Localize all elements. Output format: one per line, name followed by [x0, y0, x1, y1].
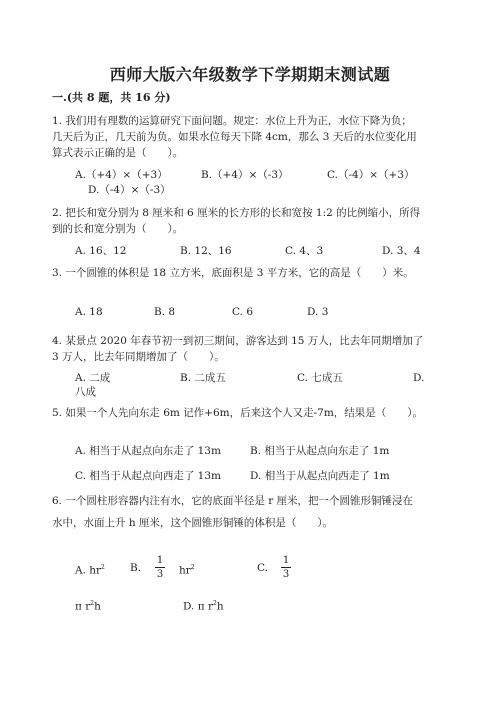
q4-option-c: C. 七成五 [297, 372, 343, 384]
q1-option-b: B.（+4）×（-3） [201, 169, 289, 181]
q4-option-d-label: D. [413, 372, 425, 384]
q1-option-c: C.（-4）×（+3） [327, 169, 415, 181]
q3-option-a: A. 18 [75, 306, 103, 318]
q3-option-c: C. 6 [232, 306, 254, 318]
q6-text-line1: 6. 一个圆柱形容器内注有水，它的底面半径是 r 厘米，把一个圆锥形铜锤浸在 [52, 495, 414, 507]
q6-option-c-text: π r [75, 600, 91, 613]
fraction-numerator: 1 [156, 555, 164, 566]
q3-option-d: D. 3 [307, 306, 329, 318]
q5-option-a: A. 相当于从起点向东走了 13m [75, 445, 221, 457]
q5-text-line1: 5. 如果一个人先向东走 6m 记作+6m，后来这个人又走-7m，结果是（ ）。 [52, 407, 424, 419]
fraction-bar [155, 567, 165, 568]
q3-option-b: B. 8 [154, 306, 176, 318]
q6-option-b-fraction [155, 555, 165, 580]
q2-text-line1: 2. 把长和宽分别为 8 厘米和 6 厘米的长方形的长和宽按 1:2 的比例缩小，所得 [52, 207, 421, 219]
q6-option-c-fraction [281, 555, 291, 580]
q1-option-d: D.（-4）×（-3） [88, 184, 171, 196]
q4-option-a: A. 二成 [75, 372, 111, 384]
q1-text-line3: 算式表示正确的是（ ）。 [52, 147, 184, 159]
section-heading: 一.(共 8 题，共 16 分) [52, 91, 171, 104]
q6-option-c-label: C. [257, 562, 268, 574]
q2-option-b: B. 12、16 [180, 245, 232, 257]
q6-option-a-exp: 2 [101, 564, 105, 571]
q6-option-c-term [75, 597, 101, 614]
q2-option-a: A. 16、12 [75, 245, 127, 257]
q1-option-a: A.（+4）×（+3） [75, 169, 168, 181]
fraction-numerator: 1 [282, 555, 290, 566]
q2-option-c: C. 4、3 [285, 245, 324, 257]
q5-option-b: B. 相当于从起点向东走了 1m [250, 445, 390, 457]
fraction-denominator: 3 [282, 569, 290, 580]
q1-text-line1: 1. 我们用有理数的运算研究下面问题。规定：水位上升为正，水位下降为负； [52, 115, 412, 127]
q6-option-b-label: B. [130, 562, 142, 574]
q2-text-line2: 到的长和宽分别为（ ）。 [52, 223, 184, 235]
q6-option-c-exp: 2 [90, 600, 95, 607]
q3-text-line1: 3. 一个圆锥的体积是 18 立方米，底面积是 3 平方米，它的高是（ ）米。 [52, 267, 414, 279]
q6-option-d [183, 597, 224, 614]
q4-option-b: B. 二成五 [180, 372, 226, 384]
q4-text-line2: 3 万人，比去年同期增加了（ ）。 [52, 351, 225, 363]
q6-option-d-exp: 2 [212, 600, 217, 607]
q6-option-a-text: A. hr [75, 564, 102, 577]
fraction-denominator: 3 [156, 569, 164, 580]
q2-option-d: D. 3、4 [382, 245, 421, 257]
q6-option-b-text: hr [179, 564, 191, 577]
q5-option-d: D. 相当于从起点向西走了 1m [250, 470, 390, 482]
q6-text-line2: 水中，水面上升 h 厘米，这个圆锥形铜锤的体积是（ ）。 [52, 517, 334, 529]
page-title: 西师大版六年级数学下学期期末测试题 [109, 65, 391, 84]
q6-option-a [75, 561, 105, 578]
q1-text-line2: 几天后为正，几天前为负。如果水位每天下降 4cm，那么 3 天后的水位变化用 [52, 131, 417, 143]
q4-text-line1: 4. 某景点 2020 年春节初一到初三期间，游客达到 15 万人，比去年同期增加了 [52, 335, 424, 347]
q6-option-b-exp: 2 [190, 564, 195, 571]
q6-option-b-term [179, 561, 195, 578]
q6-option-c-tail: h [94, 600, 101, 613]
q5-option-c: C. 相当于从起点向西走了 13m [75, 470, 221, 482]
fraction-bar [281, 567, 291, 568]
q6-option-d-tail: h [216, 600, 224, 613]
q6-option-d-text: D. π r [183, 600, 213, 613]
q4-option-d-text: 八成 [75, 386, 96, 398]
